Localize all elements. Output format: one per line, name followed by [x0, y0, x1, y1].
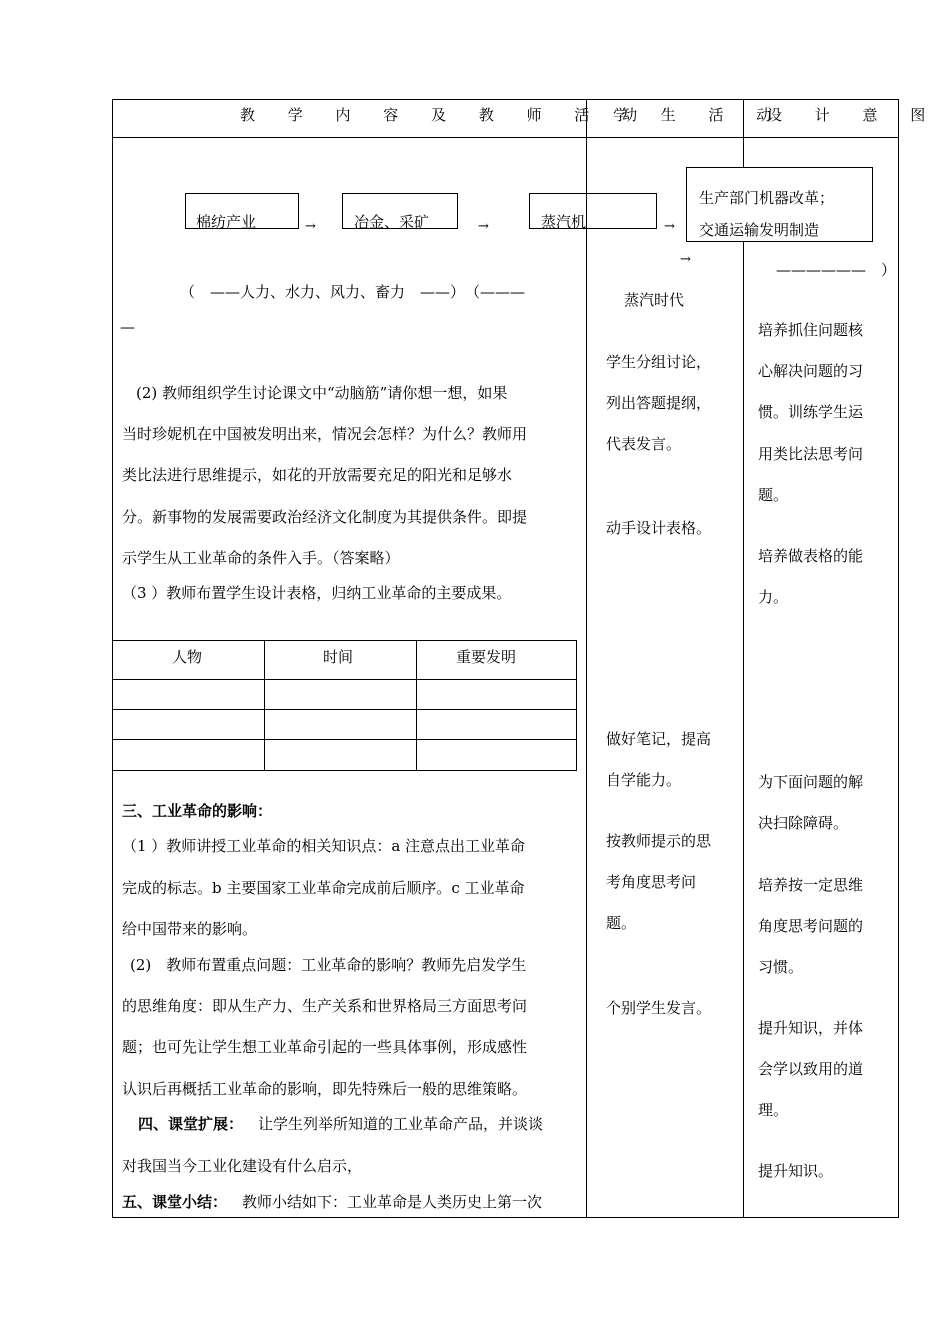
student-s4-line3: 题。 [606, 914, 637, 932]
flow-box-production-line2: 交通运输发明制造 [699, 221, 820, 239]
table-bottom-border [112, 1217, 899, 1218]
inner-table-row3 [112, 739, 577, 740]
teacher-p2-line3: 类比法进行思维提示，如花的开放需要充足的阳光和足够水 [122, 466, 513, 484]
design-d1-line2: 心解决问题的习 [758, 362, 864, 380]
design-d4-line2: 角度思考问题的 [758, 917, 864, 935]
inner-table-header-time: 时间 [323, 648, 354, 666]
design-d2-line2: 力。 [758, 588, 789, 606]
flow-box-metallurgy-label: 冶金、采矿 [354, 213, 430, 231]
steam-era-label: 蒸汽时代 [624, 291, 685, 309]
section4-title: 四、课堂扩展： [138, 1115, 244, 1133]
design-d3-line2: 决扫除障碍。 [758, 814, 849, 832]
table-left-border [112, 99, 113, 1218]
student-s1-line3: 代表发言。 [606, 435, 682, 453]
design-d6: 提升知识。 [758, 1162, 834, 1180]
design-d5-line2: 会学以致用的道 [758, 1060, 864, 1078]
design-d1-line3: 惯。训练学生运 [758, 403, 864, 421]
flow-arrow-1: → [305, 219, 316, 234]
inner-table-bottom [112, 770, 577, 771]
teacher-s3p1-line1: （1 ）教师讲授工业革命的相关知识点：a 注意点出工业革命 [122, 837, 526, 855]
flow-arrow-2: → [478, 219, 489, 234]
student-s3-line2: 自学能力。 [606, 771, 682, 789]
inner-table-col1 [264, 640, 265, 771]
design-d1-line5: 题。 [758, 486, 789, 504]
design-d4-line1: 培养按一定思维 [758, 876, 864, 894]
teacher-s3p1-line2: 完成的标志。b 主要国家工业革命完成前后顺序。c 工业革命 [122, 879, 525, 897]
teacher-s3p2-line1: (2) 教师布置重点问题：工业革命的影响？教师先启发学生 [130, 956, 527, 974]
power-sources-line-cont: — [120, 318, 135, 336]
teacher-s3p2-line3: 题；也可先让学生想工业革命引起的一些具体事例，形成感性 [122, 1038, 528, 1056]
student-s3-line1: 做好笔记，提高 [606, 730, 712, 748]
design-d1-line4: 用类比法思考问 [758, 445, 864, 463]
student-s4-line2: 考角度思考问 [606, 873, 697, 891]
section3-title: 三、工业革命的影响： [122, 802, 273, 820]
teacher-s3p2-line4: 认识后再概括工业革命的影响，即先特殊后一般的思维策略。 [122, 1080, 528, 1098]
flow-box-steam-engine-label: 蒸汽机 [541, 213, 587, 231]
teacher-s3p2-line2: 的思维角度：即从生产力、生产关系和世界格局三方面思考问 [122, 997, 528, 1015]
teacher-s3p1-line3: 给中国带来的影响。 [122, 920, 258, 938]
inner-table-header-invention: 重要发明 [456, 648, 517, 666]
table-top-border [112, 99, 899, 100]
section5-title: 五、课堂小结： [122, 1193, 228, 1211]
flow-arrow-3: → [664, 219, 675, 234]
design-d2-line1: 培养做表格的能 [758, 547, 864, 565]
design-d5-line1: 提升知识，并体 [758, 1019, 864, 1037]
flow-box-production-line1: 生产部门机器改革； [699, 189, 835, 207]
teacher-sec4-line1: 让学生列举所知道的工业革命产品，并谈谈 [258, 1115, 544, 1133]
student-s1-line1: 学生分组讨论， [606, 353, 712, 371]
design-d1-line1: 培养抓住问题核 [758, 321, 864, 339]
teacher-p2-line4: 分。新事物的发展需要政治经济文化制度为其提供条件。即提 [122, 508, 528, 526]
inner-table-col2 [416, 640, 417, 771]
teacher-p2-line5: 示学生从工业革命的条件入手。（答案略） [122, 549, 400, 567]
student-s1-line2: 列出答题提纲， [606, 394, 712, 412]
header-design-intent: 设 计 意 图 [767, 106, 940, 124]
inner-table-row2 [112, 709, 577, 710]
inner-table-top [112, 640, 577, 641]
teacher-p3: （3 ）教师布置学生设计表格，归纳工业革命的主要成果。 [122, 584, 512, 602]
teacher-p2-line2: 当时珍妮机在中国被发明出来，情况会怎样？为什么？教师用 [122, 425, 528, 443]
steam-era-dashes: —————— ） [776, 261, 897, 279]
design-d4-line3: 习惯。 [758, 958, 804, 976]
design-d3-line1: 为下面问题的解 [758, 773, 864, 791]
student-s5: 个别学生发言。 [606, 999, 712, 1017]
header-bottom-border [112, 137, 899, 138]
table-right-border [898, 99, 899, 1218]
header-student-activity: 学 生 活 动 [613, 106, 786, 124]
teacher-sec5-line1: 教师小结如下：工业革命是人类历史上第一次 [242, 1193, 543, 1211]
header-teacher-activity: 教 学 内 容 及 教 师 活 动 [240, 106, 652, 124]
student-s2: 动手设计表格。 [606, 519, 712, 537]
column-divider-1 [586, 99, 587, 1218]
inner-table-row1 [112, 679, 577, 680]
design-d5-line3: 理。 [758, 1101, 789, 1119]
student-s4-line1: 按教师提示的思 [606, 832, 712, 850]
teacher-p2-line1: (2) 教师组织学生讨论课文中“动脑筋”请你想一想，如果 [136, 384, 508, 402]
power-sources-line: （ ——人力、水力、风力、畜力 ——） （——— [180, 283, 526, 301]
flow-arrow-4: → [680, 252, 691, 267]
teacher-sec4-line2: 对我国当今工业化建设有什么启示， [122, 1157, 363, 1175]
inner-table-right [576, 640, 577, 771]
column-divider-2 [743, 99, 744, 1218]
flow-box-cotton-label: 棉纺产业 [196, 213, 257, 231]
inner-table-header-person: 人物 [172, 648, 203, 666]
